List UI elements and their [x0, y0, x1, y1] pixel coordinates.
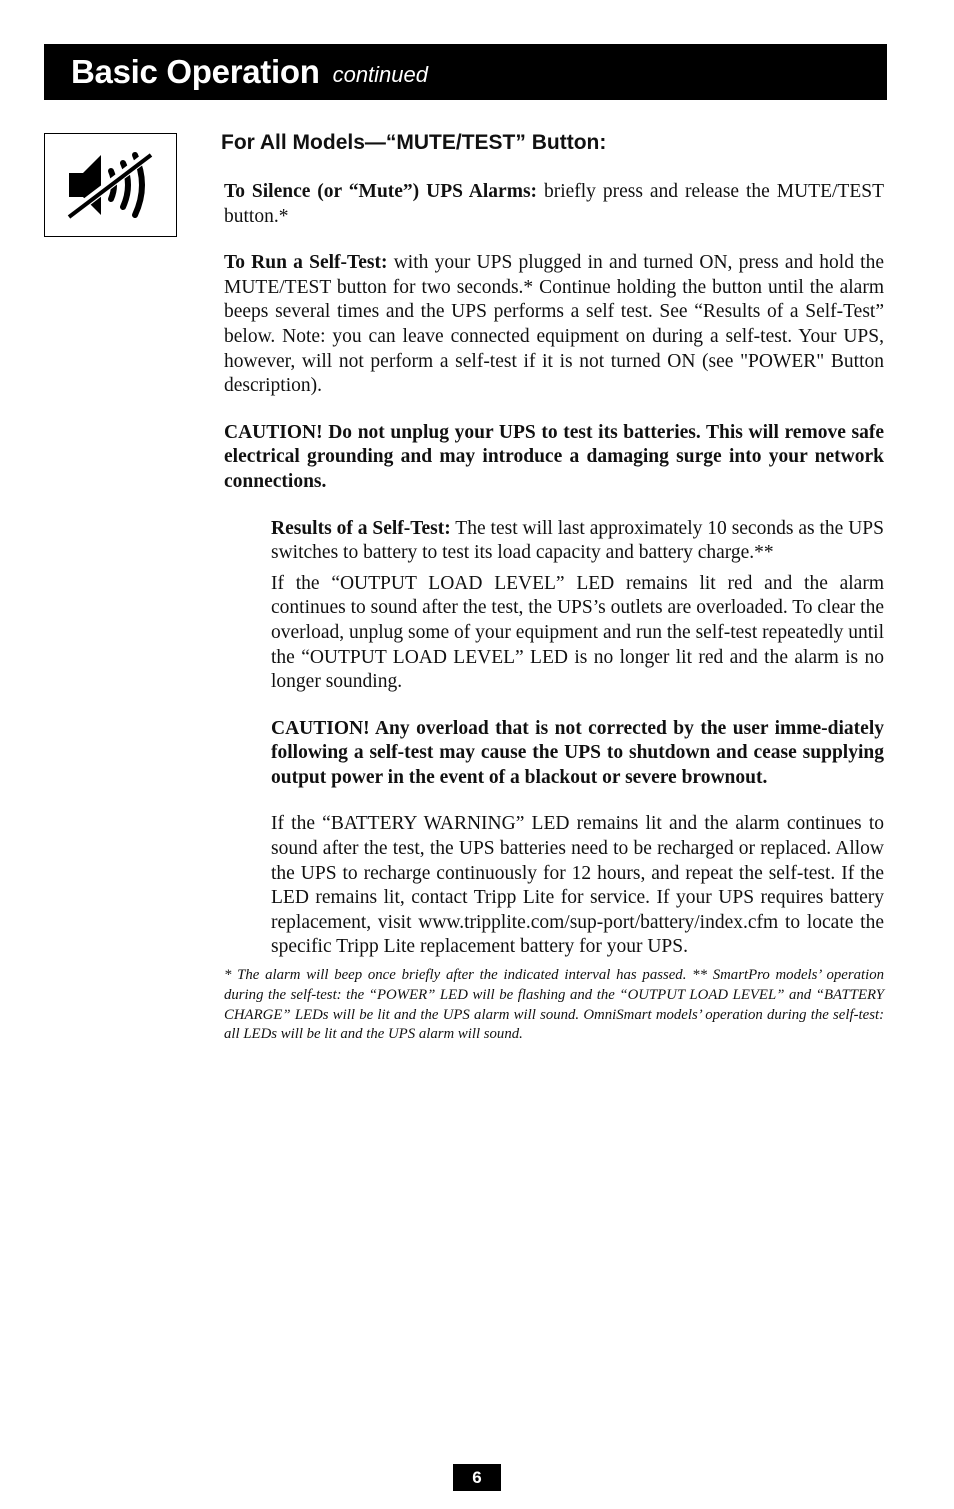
battery-paragraph: If the “BATTERY WARNING” LED remains lit and the alarm continues to sound after the test, the UPS batteries need to be recharged or replaced. Allow the UPS to recharge continuously for 12 hours, and repeat the self-test. If the LED remains lit, contact Tripp Lite for service. If your UPS requires battery replacement, visit www.tripplite.com/sup-port/battery/index.cfm to locate the specific Tripp Lite replacement battery for your UPS.	[271, 813, 884, 958]
selftest-label: To Run a Self-Test:	[224, 252, 388, 274]
page-content	[224, 180, 884, 1067]
selftest-paragraph	[224, 251, 884, 399]
page-title: Basic Operation	[71, 53, 320, 90]
silence-text: briefly press and release the MUTE/TEST button.*	[224, 181, 884, 227]
caution-1-text: CAUTION! Do not unplug your UPS to test its batteries. This will remove safe electrical grounding and may introduce a damaging surge into your network connections.	[224, 421, 884, 492]
footnote: * The alarm will beep once briefly after the indicated interval has passed. ** SmartPro models’ operation during the self-test: the “POWER” LED will be flashing and the “OUTPUT LOAD LEVEL” and “BATTERY CHARGE” LEDs will be lit and the UPS alarm will sound. OmniSmart models’ operation during the self-test: all LEDs will be lit and the UPS alarm will sound.	[224, 967, 884, 1043]
page-number: 6	[453, 1464, 501, 1491]
page-subtitle: continued	[332, 62, 428, 87]
mute-icon-box	[44, 133, 177, 237]
silence-paragraph	[224, 180, 884, 229]
results-label: Results of a Self-Test:	[271, 517, 451, 539]
selftest-text: with your UPS plugged in and turned ON, press and hold the MUTE/TEST button for two seconds.* Continue holding the button until the alarm beeps several times and the UPS performs a self test. See “Results of a Self-Test” below. Note: you can leave connected equipment on during a self-test. Your UPS, however, will not perform a self-test if it is not turned ON (see "POWER" Button description).	[224, 252, 884, 397]
overload-paragraph: If the “OUTPUT LOAD LEVEL” LED remains lit red and the alarm continues to sound after the test, the UPS’s outlets are overloaded. To clear the overload, unplug some of your equipment and run the self-test repeatedly until the “OUTPUT LOAD LEVEL” LED is no longer lit red and the alarm is no longer sounding.	[271, 572, 885, 693]
page-header	[44, 44, 887, 100]
results-paragraph	[271, 517, 884, 566]
results-text: The test will last approximately 10 seconds as the UPS switches to battery to test its load capacity and battery charge.**	[271, 517, 884, 564]
caution-paragraph-1	[224, 421, 884, 495]
caution-paragraph-2	[271, 717, 884, 791]
speaker-mute-icon	[61, 145, 161, 225]
silence-label: To Silence (or “Mute”) UPS Alarms:	[224, 181, 538, 202]
caution-2-text: CAUTION! Any overload that is not corrected by the user imme-diately following a self-test may cause the UPS to shutdown and cease supplying output power in the event of a blackout or severe brownout.	[271, 717, 884, 788]
section-heading: For All Models—“MUTE/TEST” Button:	[221, 131, 607, 154]
